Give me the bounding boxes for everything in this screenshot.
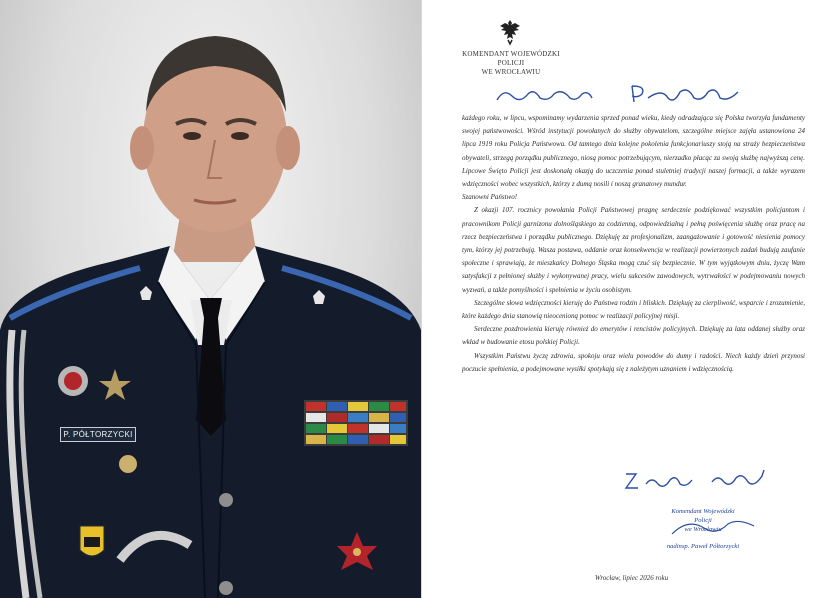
letter-paragraph: Szczególne słowa wdzięczności kieruję do Państwa rodzin i bliskich. Dziękuję za cierpliwość, wsparcie i zrozumienie, które każdego dnia stanowią nieocenioną pomoc w realizacji policyjnej misji. bbox=[462, 298, 805, 321]
letterhead-line: KOMENDANT WOJEWÓDZKI POLICJI bbox=[462, 50, 560, 67]
letter-page bbox=[421, 0, 840, 598]
stamp-line: nadinsp. Paweł Półtorzycki bbox=[666, 543, 740, 550]
ribbon-bar bbox=[304, 400, 408, 446]
handwritten-closing bbox=[622, 466, 772, 494]
letter-paragraph: Z okazji 107. rocznicy powołania Policji Państwowej pragnę serdecznie podziękować wszystkim policjantom i pracownikom Policji garnizonu dolnośląskiego za codzienną, odpowiedzialną i pełną poświęcenia służbę oraz pracę na rzecz bezpieczeństwa i porządku publicznego. Dziękuję za profesjonalizm, zaangażowanie i gotowość niesienia pomocy tym, którzy jej potrzebują. Wasza postawa, oddanie oraz konsekwencja w realizacji powierzonych zadań budują zaufanie społeczne i sprawiają, że mieszkańcy Dolnego Śląska mogą czuć się bezpiecznie. W tym wyjątkowym dniu, życzę Wam satysfakcji z pełnionej służby i wykonywanej pracy, wielu sukcesów zawodowych, wytrwałości w podejmowaniu nowych wyzwań, a także pomyślności i spełnienia w życiu osobistym. bbox=[462, 206, 805, 294]
letter-paragraph: Wszystkim Państwu życzę zdrowia, spokoju oraz wielu powodów do dumy i radości. Niech każdy dzień przynosi poczucie spełnienia, a podejmowane wysiłki spotykają się z należytym uznaniem i wdzięcznością. bbox=[462, 351, 805, 373]
letter-body bbox=[462, 112, 805, 376]
letter-paragraph: Serdeczne pozdrowienia kieruję również do emerytów i rencistów policyjnych. Dziękuję za lata oddanej służby oraz wkład w budowanie etosu polskiej Policji. bbox=[462, 325, 805, 347]
button-icon bbox=[219, 581, 233, 595]
stamp-line: Komendant Wojewódzki Policji bbox=[671, 508, 735, 524]
polish-eagle-icon bbox=[498, 18, 522, 46]
place-and-date: Wrocław, lipiec 2026 roku bbox=[594, 574, 669, 582]
pin-icon bbox=[119, 455, 137, 473]
stamp-line: we Wrocławiu bbox=[684, 526, 722, 533]
button-icon bbox=[219, 493, 233, 507]
letter-greeting: Szanowni Państwo! bbox=[462, 193, 518, 202]
signature-flourish bbox=[668, 516, 758, 540]
letter-paragraph: każdego roku, w lipcu, wspominamy wydarzenia sprzed ponad wieku, kiedy odradzająca się Polska tworzyła fundamenty swojej państwowości. Wśród instytucji powołanych do służby obywatelom, szczególne miejsce zajęła ustanowiona 24 lipca 1919 roku Policja Państwowa. Od tamtego dnia kolejne pokolenia funkcjonariuszy stoją na straży bezpieczeństwa obywateli, strzegą porządku publicznego, niosą pomoc potrzebującym, nierzadko płacąc za swoją służbę najwyższą cenę. Lipcowe Święto Policji jest doskonałą okazją do uczczenia ponad stuletniej tradycji naszej formacji, a także wyrazem wdzięczności wobec wszystkich, którzy z dumą nosili i noszą granatowy mundur. bbox=[462, 114, 805, 189]
letterhead-line: WE WROCŁAWIU bbox=[481, 68, 541, 76]
name-tag: P. PÓŁTORZYCKI bbox=[60, 427, 136, 442]
letterhead bbox=[452, 50, 570, 77]
handwritten-salutation bbox=[492, 80, 752, 110]
